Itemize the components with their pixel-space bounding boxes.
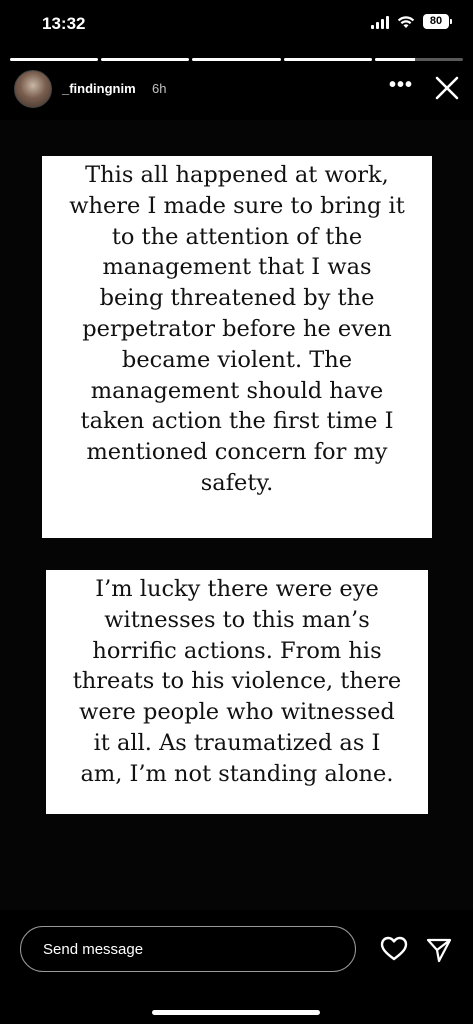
bottom-bar	[0, 920, 473, 980]
story-text-line: am, I’m not standing alone.	[80, 760, 394, 787]
story-header	[12, 70, 463, 110]
story-text-line: being threatened by the	[99, 285, 375, 312]
story-text-line: it all. As traumatized as I	[93, 729, 381, 756]
story-text-line: were people who witnessed	[79, 699, 395, 726]
status-time: 13:32	[42, 14, 86, 33]
story-text-line: management that I was	[102, 254, 372, 281]
signal-icon	[371, 15, 389, 29]
home-indicator	[152, 1010, 320, 1015]
story-text-line: I’m lucky there were eye	[95, 576, 379, 602]
send-message-placeholder: Send message	[43, 941, 144, 958]
progress-segment	[10, 58, 98, 61]
story-text-line: management should have	[90, 377, 384, 404]
username[interactable]: _findingnim	[62, 81, 136, 96]
story-text-line: witnesses to this man’s	[104, 606, 370, 633]
story-progress	[10, 58, 463, 61]
progress-segment	[284, 58, 372, 61]
send-icon[interactable]	[426, 937, 452, 963]
story-text-line: horrific actions. From his	[92, 637, 382, 664]
more-icon[interactable]: •••	[388, 74, 413, 96]
progress-fill	[375, 58, 415, 61]
story-text-line: taken action the first time I	[80, 408, 394, 435]
wifi-icon	[397, 15, 415, 29]
story-text-line: This all happened at work,	[85, 162, 389, 188]
progress-fill	[284, 58, 372, 61]
story-text-line: to the attention of the	[111, 223, 363, 250]
progress-fill	[192, 58, 280, 61]
avatar[interactable]	[14, 70, 52, 108]
progress-fill	[10, 58, 98, 61]
progress-segment	[375, 58, 463, 61]
story-text-line: safety.	[200, 469, 274, 496]
story-text-line: became violent. The	[121, 346, 353, 373]
text-card-1	[42, 156, 432, 538]
progress-segment	[101, 58, 189, 61]
status-icons	[371, 14, 449, 29]
heart-icon[interactable]	[380, 936, 408, 962]
story-text-line: threats to his violence, there	[72, 668, 402, 695]
send-message-input[interactable]	[20, 926, 356, 972]
close-icon[interactable]	[433, 74, 461, 102]
time-ago: 6h	[152, 81, 167, 96]
battery-icon: 80	[423, 14, 449, 29]
progress-segment	[192, 58, 280, 61]
story-text-line: mentioned concern for my	[86, 439, 388, 466]
progress-fill	[101, 58, 189, 61]
story-text-line: where I made sure to bring it	[69, 192, 405, 219]
story-text-line: perpetrator before he even	[82, 315, 392, 342]
status-bar	[0, 0, 473, 52]
text-card-2	[46, 570, 428, 814]
